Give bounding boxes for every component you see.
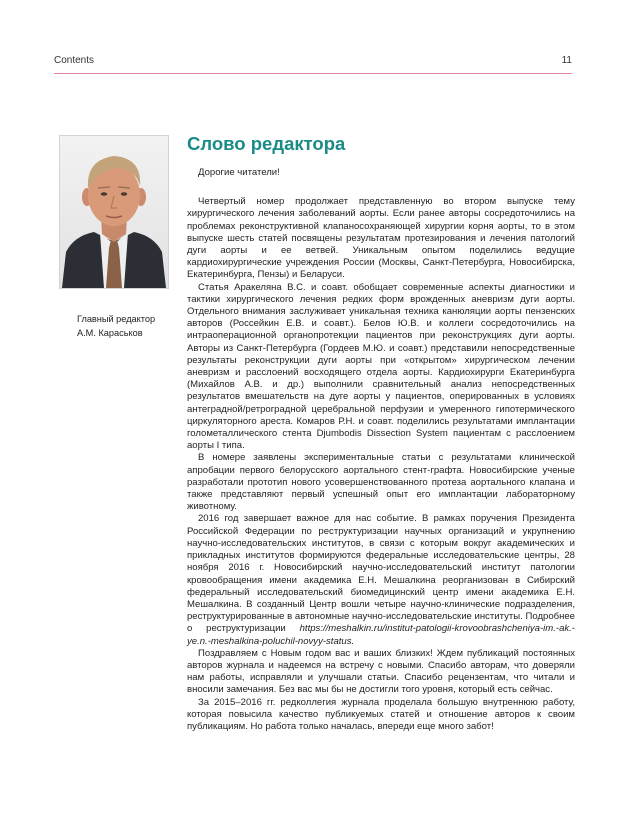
caption-role: Главный редактор [77, 314, 156, 324]
paragraph-1: Четвертый номер продолжает представленную во втором выпуске тему хирургического лечения заболеваний аорты. Если ранее авторы сосредоточились на проблемах реконструктивной клапаносохраняющей хирургии корня аорты, то в этом выпуске шесть статей посвящены результатам протезирования и лечения патологий дуги аорты и ее ветвей. Уникальным опытом поделились ведущие кардиохирургические учреждения России (Москвы, Санкт-Петербурга, Новосибирска, Екатеринбурга, Пензы) и Беларуси. [187, 196, 575, 281]
greeting: Дорогие читатели! [198, 167, 280, 178]
paragraph-6: За 2015–2016 гг. редколлегия журнала проделала большую внутреннюю работу, которая повысила качество публикуемых статей и отношение авторов к своим публикациям. Но работа только началась, впереди еще много забот! [187, 696, 575, 732]
paragraph-4-text: 2016 год завершает важное для нас событие. В рамках поручения Президента Российской Федерации по реструктуризации научных организаций и укрупнению научно-исследовательских институтов, в связи с которым вокруг академических и прикладных институтов формируются федеральные исследовательские центры, 28 ноября 2016 г. Новосибирский научно-исследовательский институт патологии кровообращения имени академика Е.Н. Мешалкина реорганизован в Сибирский федеральный исследовательский биомедицинский центр имени академика Е.Н. Мешалкина. В созданный Центр вошли четыре научно-клинические подразделения, реструктурированные в автономные научно-исследовательские институты. Подробнее о реструктуризации [187, 513, 575, 635]
article-body [187, 167, 575, 733]
article-title: Слово редактора [187, 133, 346, 154]
page-number: 11 [561, 55, 572, 66]
running-head [54, 55, 572, 69]
paragraph-3: В номере заявлены экспериментальные статьи с результатами клинической апробации первого белорусского аортального стент-графта. Новосибирские ученые разработали прототип нового усовершенствованного протеза аортального клапана и также представляют первый успешный опыт его имплантации лабораторному животному. [187, 452, 575, 513]
section-label: Contents [54, 55, 95, 66]
paragraph-5: Поздравляем с Новым годом вас и ваших близких! Ждем публикаций постоянных авторов журнала и надеемся на встречу с новыми. Спасибо авторам, что доверяли нам работы, исправляли и улучшали статьи. Спасибо рецензентам, что читали и вносили замечания. Без вас мы бы не достигли того уровня, который есть сейчас. [187, 647, 575, 696]
restructuring-link[interactable]: https://meshalkin.ru/institut-patologii-krovoobrashcheniya-im.-ak.-ye.n.-meshalkina-poluchil-novyy-status. [187, 623, 575, 647]
caption-name: А.М. Караськов [77, 328, 143, 338]
header-rule [54, 73, 572, 74]
paragraph-4 [187, 513, 575, 647]
editor-photo [59, 135, 169, 289]
photo-caption [77, 312, 187, 340]
paragraph-2: Статья Аракеляна В.С. и соавт. обобщает современные аспекты диагностики и тактики хирургического лечения редких форм врожденных аневризм дуги аорты. Отдельного внимания заслуживает уникальная техника канюляции аорты пензенских авторов (Россейкин Е.В. и соавт.). Белов Ю.В. и коллеги сосредоточились на интраоперационной органопротекции пациентов при реконструкциях дуги аорты. Авторы из Санкт-Петербурга (Гордеев М.Ю. и соавт.) представили непосредственные результаты реконструкции дуги аорты при «открытом» хирургическом лечении аневризм и расслоений восходящего отдела аорты. Кардиохирурги Екатеринбурга (Михайлов А.В. и др.) выполнили сравнительный анализ непосредственных результатов вмешательств на дуге аорты у пациентов, оперированных в условиях антеградной/ретроградной церебральной перфузии и умеренного гипотермического циркуляторного ареста. Комаров Р.Н. и соавт. поделились результатами имплантации голометаллического стента Djumbodis Dissection System пациентам с расслоением аорты I типа. [187, 281, 575, 452]
